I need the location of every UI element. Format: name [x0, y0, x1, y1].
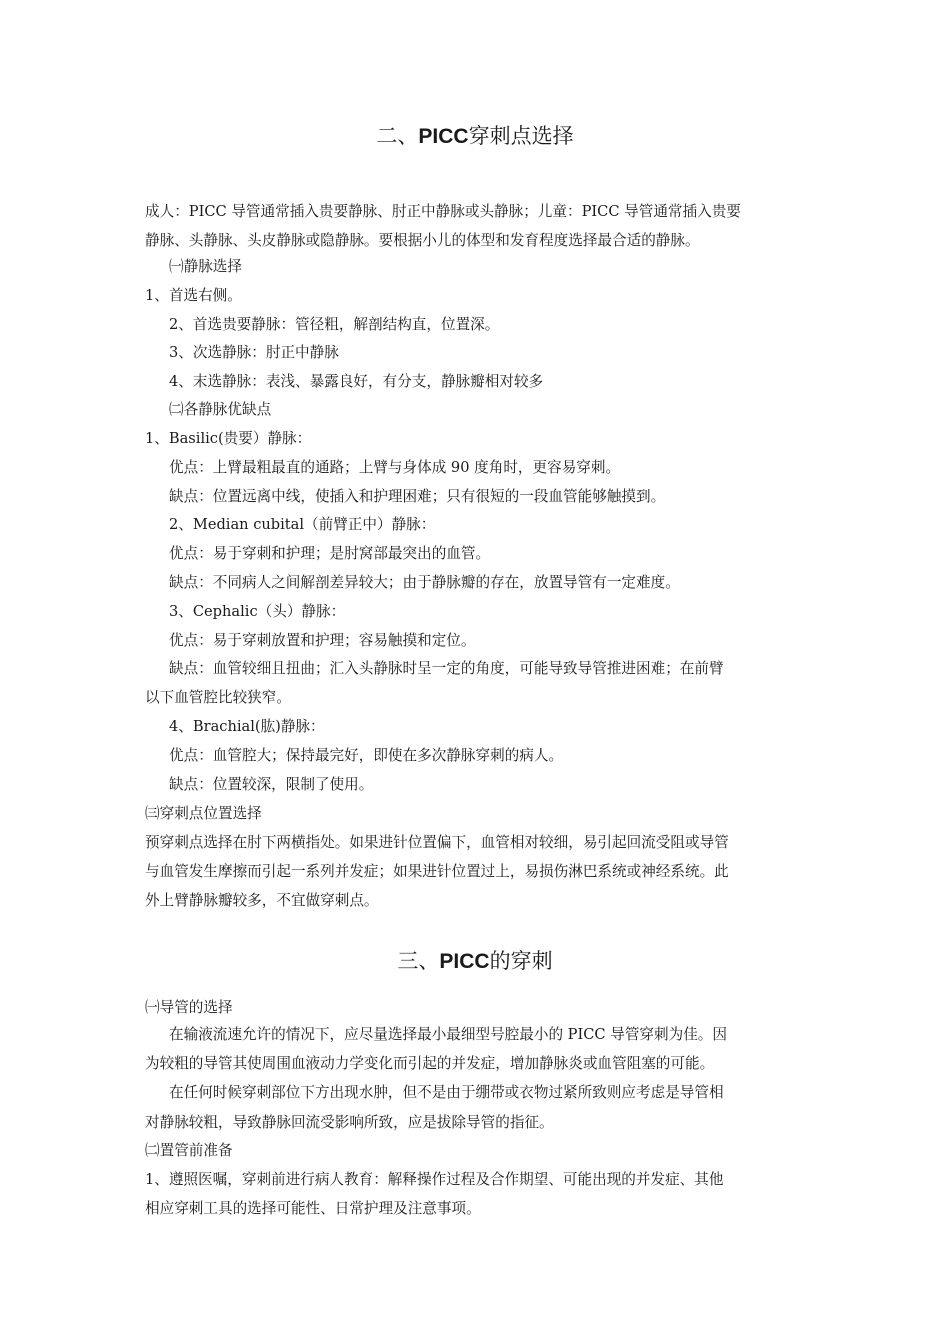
list-item: 4、Brachial(肱)静脉：: [169, 718, 325, 735]
paragraph-line: 在任何时候穿刺部位下方出现水肿，但不是由于绷带或衣物过紧所致则应考虑是导管相: [169, 1084, 724, 1101]
list-item: 2、Median cubital（前臂正中）静脉：: [169, 516, 436, 533]
list-item: 2、首选贵要静脉：管径粗，解剖结构直，位置深。: [169, 316, 500, 333]
cons-line: 缺点：血管较细且扭曲；汇入头静脉时呈一定的角度，可能导致导管推进困难；在前臂: [169, 660, 724, 677]
pros-line: 优点：血管腔大；保持最完好，即使在多次静脉穿刺的病人。: [169, 747, 564, 764]
cons-line: 缺点：位置远离中线，使插入和护理困难；只有很短的一段血管能够触摸到。: [169, 488, 666, 505]
subheading-vein-pros-cons: ㈡各静脉优缺点: [169, 401, 272, 418]
section-2-heading-bold: PICC: [418, 125, 469, 148]
cons-line-continued: 以下血管腔比较狭窄。: [145, 689, 291, 706]
section-3-heading-suffix: 的穿刺: [489, 949, 553, 973]
list-item: 1、首选右侧。: [145, 287, 242, 304]
subheading-pre-placement: ㈡置管前准备: [145, 1142, 233, 1159]
paragraph-line: 在输液流速允许的情况下，应尽量选择最小最细型号腔最小的 PICC 导管穿刺为佳。因: [169, 1026, 727, 1043]
section-3-heading: [0, 946, 950, 977]
section-2-heading-prefix: 二、: [376, 124, 419, 148]
paragraph-line: 静脉、头静脉、头皮静脉或隐静脉。要根据小儿的体型和发育程度选择最合适的静脉。: [145, 232, 700, 249]
subheading-puncture-position: ㈢穿刺点位置选择: [145, 805, 262, 822]
pros-line: 优点：易于穿刺和护理；是肘窝部最突出的血管。: [169, 545, 491, 562]
paragraph-line: 成人：PICC 导管通常插入贵要静脉、肘正中静脉或头静脉；儿童：PICC 导管通常插入贵要: [145, 203, 741, 220]
section-2-heading: [0, 121, 950, 152]
paragraph-line: 外上臂静脉瓣较多，不宜做穿刺点。: [145, 892, 379, 909]
pros-line: 优点：上臂最粗最直的通路；上臂与身体成 90 度角时，更容易穿刺。: [169, 459, 621, 476]
list-item: 3、Cephalic（头）静脉：: [169, 603, 346, 620]
pros-line: 优点：易于穿刺放置和护理；容易触摸和定位。: [169, 632, 476, 649]
list-item-continued: 相应穿刺工具的选择可能性、日常护理及注意事项。: [145, 1200, 481, 1217]
cons-line: 缺点：位置较深，限制了使用。: [169, 776, 374, 793]
paragraph-line: 对静脉较粗，导致静脉回流受影响所致，应是拔除导管的指征。: [145, 1114, 554, 1131]
section-3-heading-prefix: 三、: [397, 949, 440, 973]
paragraph-line: 与血管发生摩擦而引起一系列并发症；如果进针位置过上，易损伤淋巴系统或神经系统。此: [145, 863, 729, 880]
list-item: 1、遵照医嘱，穿刺前进行病人教育：解释操作过程及合作期望、可能出现的并发症、其他: [145, 1171, 724, 1188]
subheading-vein-selection: ㈠静脉选择: [169, 258, 242, 275]
section-3-heading-bold: PICC: [439, 950, 490, 973]
paragraph-line: 预穿刺点选择在肘下两横指处。如果进针位置偏下，血管相对较细，易引起回流受阻或导管: [145, 834, 729, 851]
subheading-catheter-selection: ㈠导管的选择: [145, 999, 233, 1016]
paragraph-line: 为较粗的导管其使周围血液动力学变化而引起的并发症，增加静脉炎或血管阻塞的可能。: [145, 1055, 715, 1072]
cons-line: 缺点：不同病人之间解剖差异较大；由于静脉瓣的存在，放置导管有一定难度。: [169, 574, 680, 591]
list-item: 4、末选静脉：表浅、暴露良好，有分支，静脉瓣相对较多: [169, 373, 544, 390]
list-item: 1、Basilic(贵要）静脉：: [145, 430, 312, 447]
section-2-heading-suffix: 穿刺点选择: [468, 124, 574, 148]
list-item: 3、次选静脉：肘正中静脉: [169, 344, 339, 361]
